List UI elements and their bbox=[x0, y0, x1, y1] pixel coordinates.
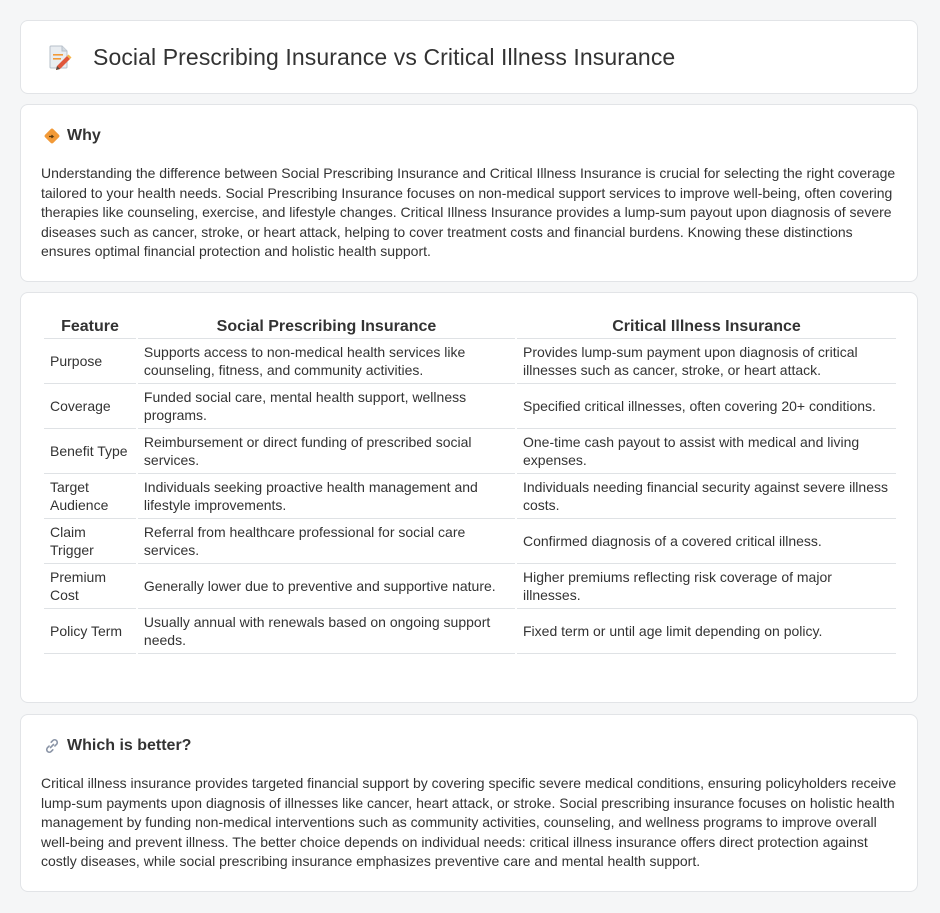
table-header-row bbox=[44, 316, 896, 339]
feature-cell: Policy Term bbox=[44, 609, 136, 654]
critical-cell: Individuals needing financial security against severe illness costs. bbox=[517, 474, 896, 519]
header-feature: Feature bbox=[44, 316, 136, 339]
comparison-table bbox=[42, 316, 898, 654]
better-heading-row bbox=[43, 737, 191, 755]
page-title: Social Prescribing Insurance vs Critical Illness Insurance bbox=[93, 43, 676, 70]
title-row bbox=[47, 43, 675, 71]
title-card bbox=[20, 20, 918, 94]
better-heading: Which is better? bbox=[67, 737, 192, 754]
critical-cell: Confirmed diagnosis of a covered critical illness. bbox=[517, 519, 896, 564]
feature-cell: Premium Cost bbox=[44, 564, 136, 609]
which-is-better-section bbox=[20, 714, 918, 892]
document-pencil-icon bbox=[47, 43, 73, 71]
feature-cell: Claim Trigger bbox=[44, 519, 136, 564]
better-text: Critical illness insurance provides targeted financial support by covering specific severe medical conditions, ensuring policyholders receive lump-sum payments upon diagnosis of illnesses like cancer, heart attack, or stroke. Social prescribing insurance focuses on holistic health management by funding non-medical interventions such as community activities, counseling, and wellness programs to improve overall well-being and prevent illness. The better choice depends on individual needs: critical illness insurance offers direct protection against costly diseases, while social prescribing insurance emphasizes preventive care and mental health support. bbox=[41, 775, 897, 870]
table-row bbox=[44, 519, 896, 564]
header-social-prescribing: Social Prescribing Insurance bbox=[138, 316, 515, 339]
social-cell: Supports access to non-medical health services like counseling, fitness, and community activities. bbox=[138, 339, 515, 384]
diamond-sign-icon bbox=[43, 127, 61, 145]
table-row bbox=[44, 384, 896, 429]
critical-cell: One-time cash payout to assist with medical and living expenses. bbox=[517, 429, 896, 474]
table-row bbox=[44, 474, 896, 519]
critical-cell: Provides lump-sum payment upon diagnosis of critical illnesses such as cancer, stroke, or heart attack. bbox=[517, 339, 896, 384]
why-heading: Why bbox=[67, 127, 101, 144]
why-heading-row bbox=[43, 127, 101, 145]
social-cell: Individuals seeking proactive health management and lifestyle improvements. bbox=[138, 474, 515, 519]
critical-cell: Fixed term or until age limit depending on policy. bbox=[517, 609, 896, 654]
social-cell: Funded social care, mental health support, wellness programs. bbox=[138, 384, 515, 429]
feature-cell: Coverage bbox=[44, 384, 136, 429]
why-section bbox=[20, 104, 918, 282]
header-critical-illness: Critical Illness Insurance bbox=[517, 316, 896, 339]
feature-cell: Benefit Type bbox=[44, 429, 136, 474]
link-icon bbox=[43, 737, 61, 755]
table-row bbox=[44, 609, 896, 654]
feature-cell: Target Audience bbox=[44, 474, 136, 519]
social-cell: Usually annual with renewals based on ongoing support needs. bbox=[138, 609, 515, 654]
social-cell: Referral from healthcare professional for social care services. bbox=[138, 519, 515, 564]
table-row bbox=[44, 429, 896, 474]
social-cell: Reimbursement or direct funding of prescribed social services. bbox=[138, 429, 515, 474]
social-cell: Generally lower due to preventive and supportive nature. bbox=[138, 564, 515, 609]
critical-cell: Specified critical illnesses, often covering 20+ conditions. bbox=[517, 384, 896, 429]
table-row bbox=[44, 339, 896, 384]
comparison-section bbox=[20, 292, 918, 703]
table-row bbox=[44, 564, 896, 609]
critical-cell: Higher premiums reflecting risk coverage of major illnesses. bbox=[517, 564, 896, 609]
why-text: Understanding the difference between Social Prescribing Insurance and Critical Illness Insurance is crucial for selecting the right coverage tailored to your health needs. Social Prescribing Insurance focuses on non-medical support services to improve well-being, often covering therapies like counseling, exercise, and lifestyle changes. Critical Illness Insurance provides a lump-sum payout upon diagnosis of severe diseases such as cancer, stroke, or heart attack, helping to cover treatment costs and financial burdens. Knowing these distinctions ensures optimal financial protection and holistic health support. bbox=[41, 165, 896, 260]
feature-cell: Purpose bbox=[44, 339, 136, 384]
